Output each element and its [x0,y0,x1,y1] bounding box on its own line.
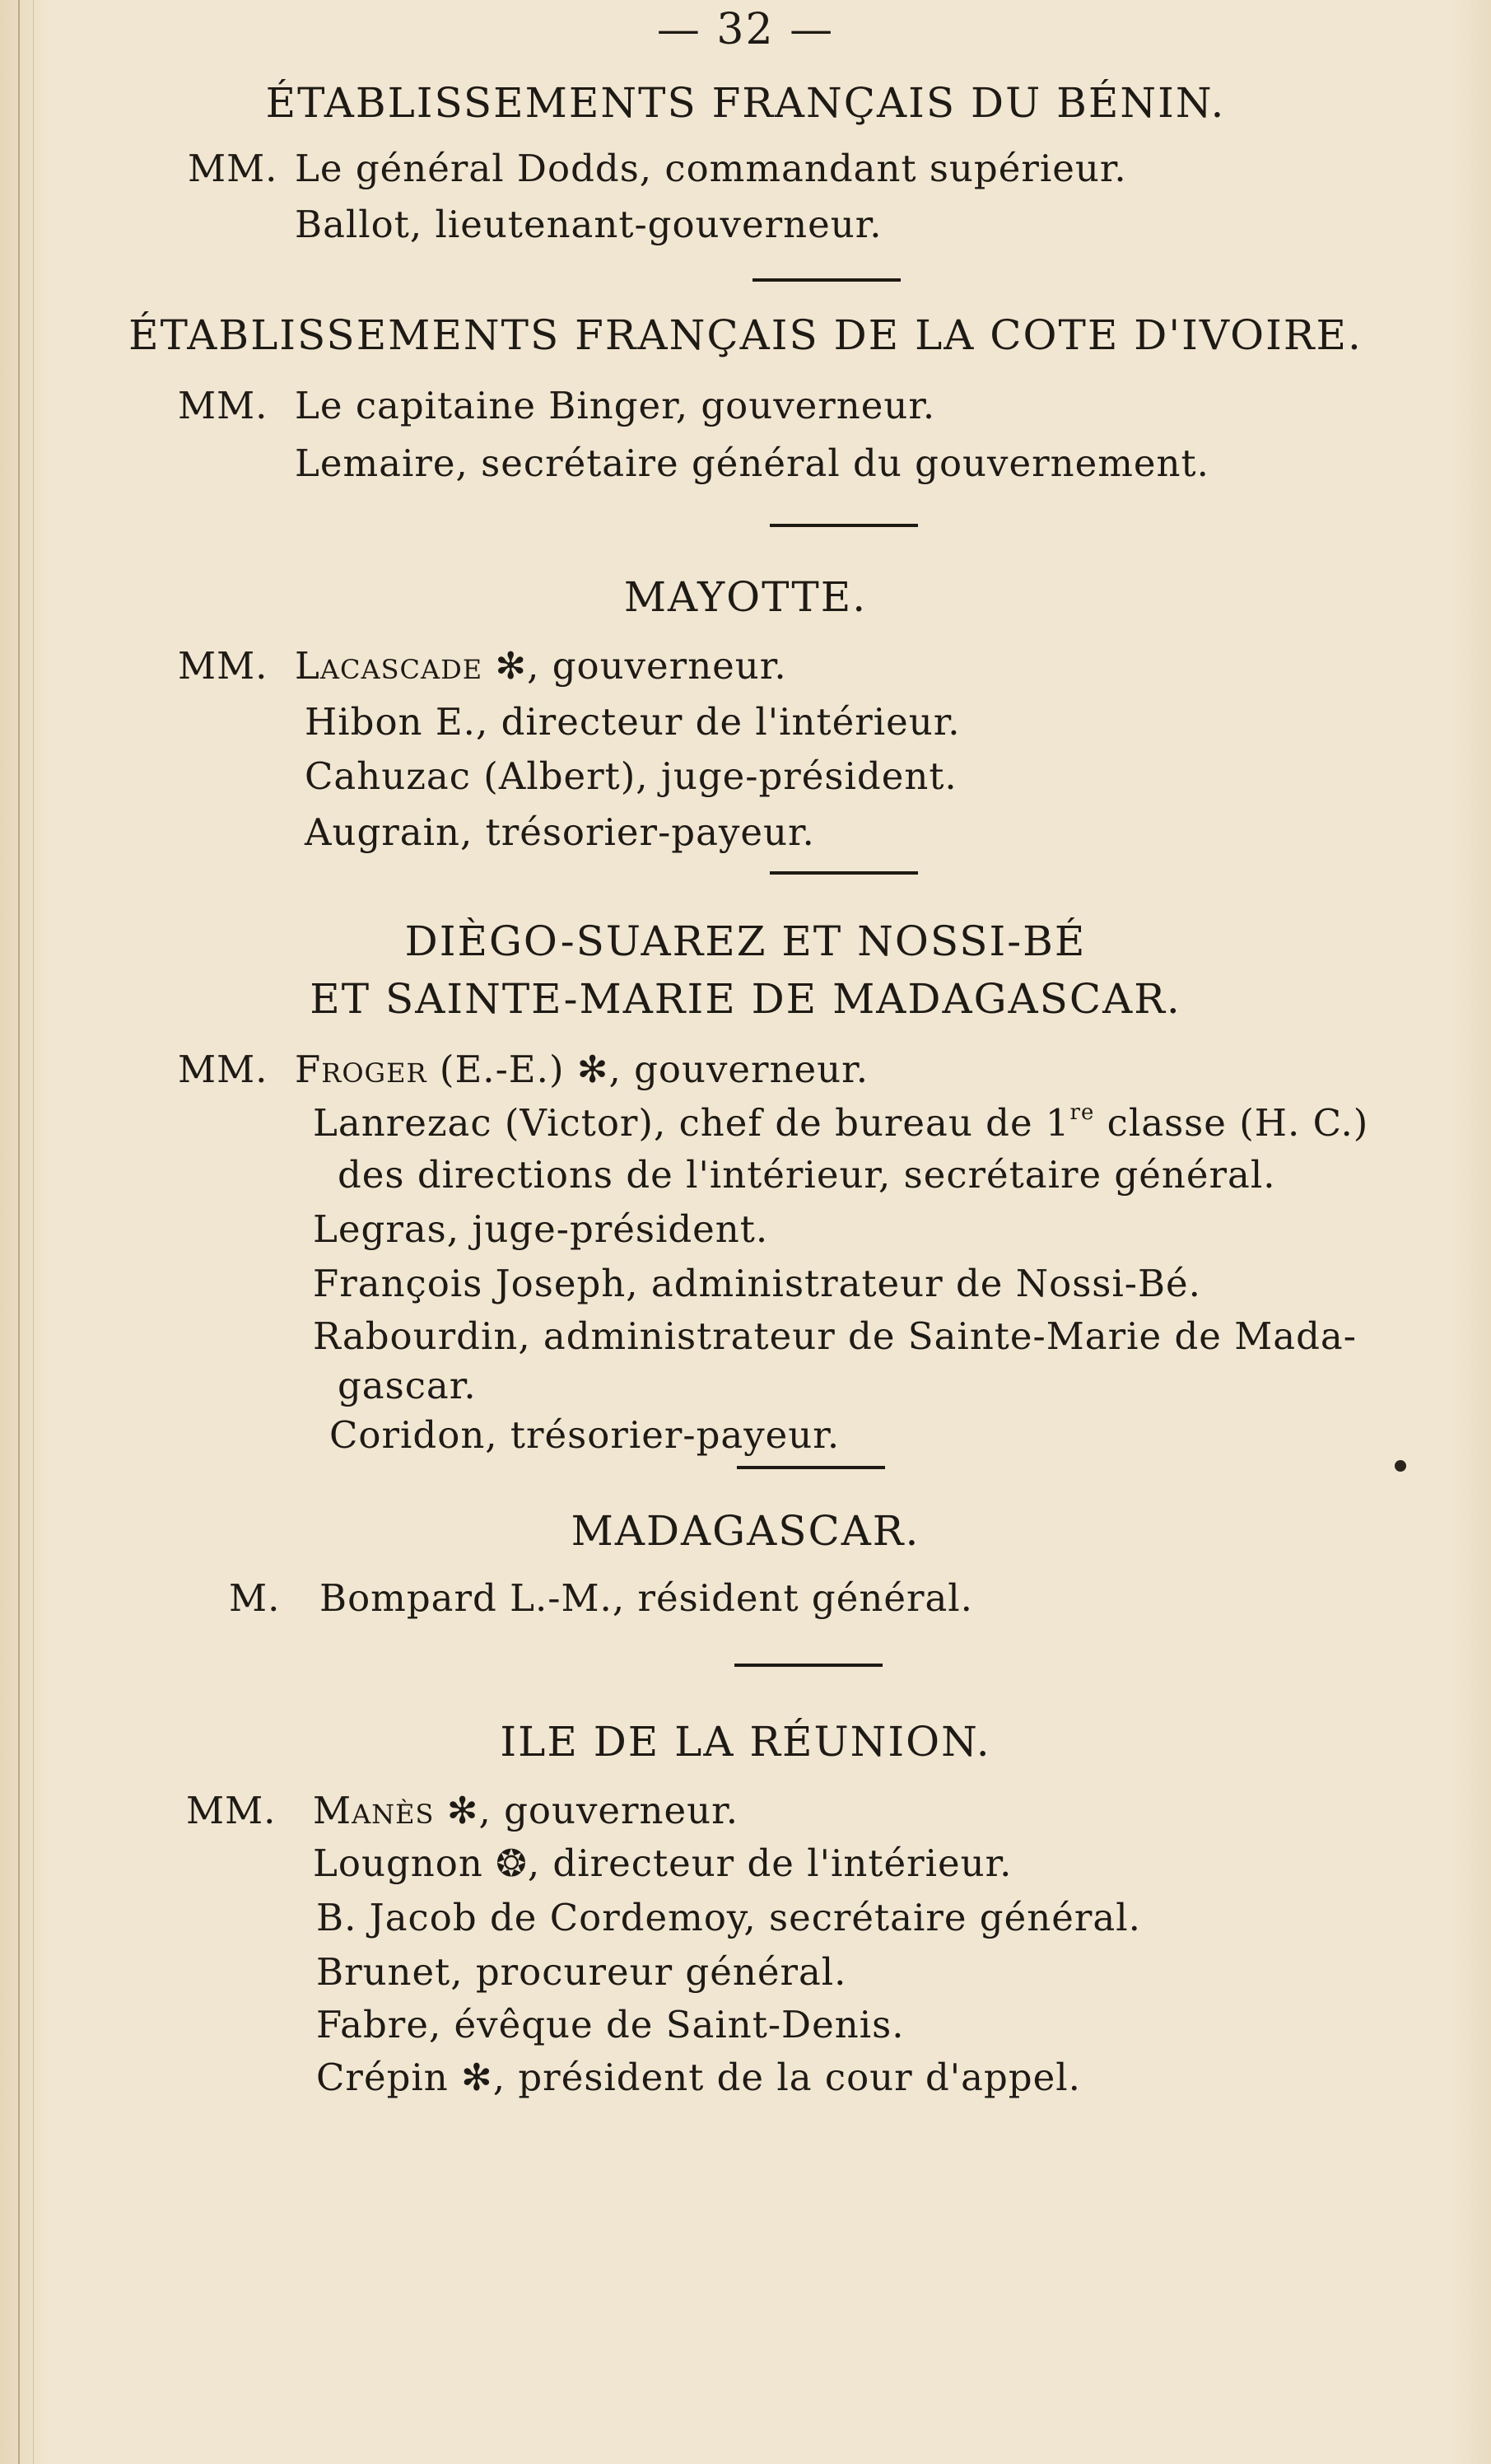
entry-line: Brunet, procureur général. [316,1950,847,1994]
entry-rest: (E.-E.) ✻, gouverneur. [426,1048,869,1091]
section-prefix: MM. [188,147,278,190]
entry-name: Lacascade [295,644,483,688]
entry-line [313,1789,739,1832]
entry-line: Lemaire, secrétaire général du gouvernement. [295,441,1209,485]
entry-text: classe (H. C.) [1094,1101,1369,1145]
entry-line: Hibon E., directeur de l'intérieur. [305,700,961,744]
entry-line [295,644,787,688]
section-heading-diego-suarez: DIÈGO-SUAREZ ET NOSSI-BÉ [404,917,1087,965]
entry-line: François Joseph, administrateur de Nossi-Bé. [313,1262,1201,1305]
page-binding-edge [18,0,20,2464]
section-heading-benin: ÉTABLISSEMENTS FRANÇAIS DU BÉNIN. [265,79,1226,127]
entry-line: Le général Dodds, commandant supérieur. [295,147,1127,190]
entry-line: Ballot, lieutenant-gouverneur. [295,203,883,246]
section-divider [737,1466,885,1469]
page-binding-edge [33,0,34,2464]
section-divider [770,871,918,875]
section-heading-madagascar: MADAGASCAR. [571,1507,920,1555]
entry-line: B. Jacob de Cordemoy, secrétaire général. [316,1896,1141,1939]
entry-line [295,1048,869,1091]
section-prefix: MM. [178,1048,268,1091]
section-heading-mayotte: MAYOTTE. [623,573,868,621]
section-prefix: MM. [178,644,268,688]
superscript: re [1069,1100,1095,1125]
section-divider [734,1664,883,1667]
section-divider [752,278,901,282]
ink-spot [1395,1460,1406,1472]
entry-line: Fabre, évêque de Saint-Denis. [316,2003,905,2046]
section-heading-reunion: ILE DE LA RÉUNION. [500,1718,991,1766]
page-number: — 32 — [656,5,835,54]
entry-text: Lanrezac (Victor), chef de bureau de 1 [313,1101,1070,1145]
entry-rest: ✻, gouverneur. [434,1789,739,1832]
entry-line: Augrain, trésorier-payeur. [305,810,815,854]
section-prefix: M. [229,1576,281,1620]
entry-line: des directions de l'intérieur, secrétaire général. [338,1153,1276,1197]
section-prefix: MM. [178,384,268,427]
entry-line: Rabourdin, administrateur de Sainte-Marie de Mada- [313,1314,1357,1358]
entry-rest: ✻, gouverneur. [482,644,787,688]
entry-line: Le capitaine Binger, gouverneur. [295,384,936,427]
entry-line: Cahuzac (Albert), juge-président. [305,754,958,798]
section-heading-diego-suarez-line2: ET SAINTE-MARIE DE MADAGASCAR. [310,975,1181,1023]
entry-name: Froger [295,1048,427,1091]
entry-line: gascar. [338,1364,477,1407]
entry-line: Bompard L.-M., résident général. [319,1576,973,1620]
entry-name: Manès [313,1789,435,1832]
section-heading-cote-divoire: ÉTABLISSEMENTS FRANÇAIS DE LA COTE D'IVOIRE. [128,311,1363,359]
section-divider [770,524,918,527]
entry-line: Coridon, trésorier-payeur. [329,1413,841,1457]
entry-line: Legras, juge-président. [313,1207,769,1251]
entry-line [313,1100,1368,1145]
section-prefix: MM. [186,1789,277,1832]
entry-line: Lougnon ❂, directeur de l'intérieur. [313,1841,1013,1885]
entry-line: Crépin ✻, président de la cour d'appel. [316,2056,1081,2099]
